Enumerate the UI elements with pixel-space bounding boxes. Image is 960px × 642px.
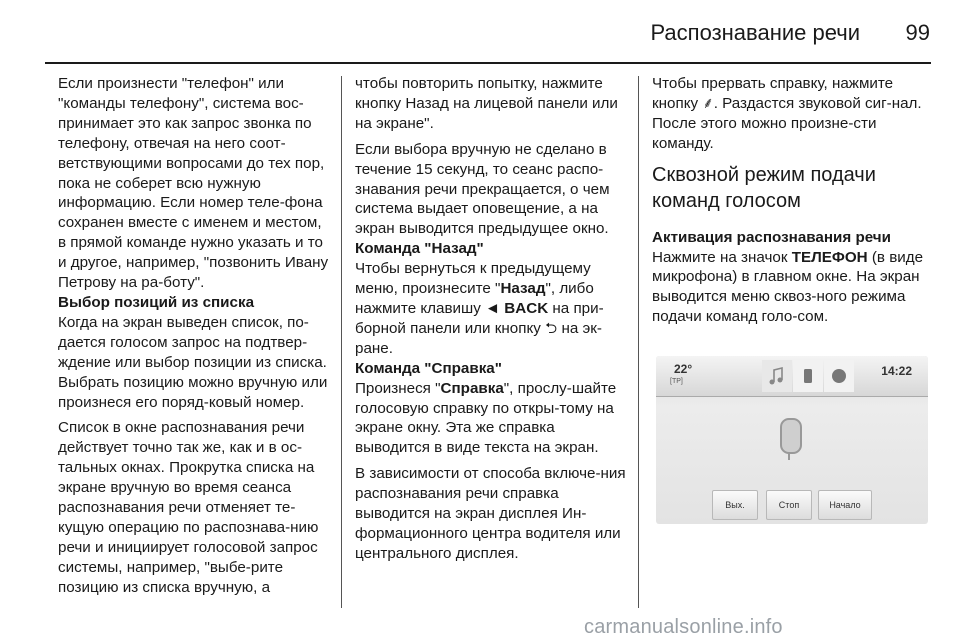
- tp-indicator: [TP]: [670, 378, 683, 385]
- page-title: Распознавание речи: [650, 20, 860, 45]
- subheading-help-command: Команда "Справка": [355, 359, 502, 377]
- stop-button[interactable]: Стоп: [766, 490, 812, 520]
- music-tab-icon: [762, 360, 792, 392]
- text: (в виде микрофона) в главном окне. На экран выводится меню сквоз-ного режима подачи команд голо-сом.: [652, 248, 924, 326]
- screen-status-bar: [656, 356, 928, 397]
- paragraph: Когда на экран выведен список, по-дается голосом запрос на подтвер-ждение или выбор позиции из списка. Выбрать позицию можно вручную или произнеся его поряд-ковый номер.: [58, 313, 328, 411]
- paragraph: Если выбора вручную не сделано в течение 15 секунд, то сеанс распо-знавания речи прекращается, о чем система выдает оповещение, а на экран выводится предыдущее окно.: [355, 140, 610, 238]
- page-number: 99: [905, 20, 930, 45]
- record-icon: [832, 369, 846, 383]
- paragraph: Если произнести "телефон" или "команды телефону", система вос-принимает это как запрос звонка по телефону, отвечая на него соот-ветствующими вопросами до тех пор, пока не соберет всю нужную информацию. Если номер теле-фона сохранен вместе с именем и местом, в прямой команде нужно указать и то и другое, например, "позвонить Ивану Петрову на ра-боту".: [58, 75, 329, 292]
- header-divider: [45, 62, 931, 64]
- temperature-readout: 22°: [674, 362, 693, 376]
- microphone-icon: [780, 418, 802, 454]
- phone-tab-icon: [793, 360, 823, 392]
- microphone-stand: [788, 452, 790, 460]
- text: ", прослу-шайте голосовую справку по откры-тому на экране окну. Эта же справка выводится в виде текста на экран.: [355, 379, 617, 457]
- exit-button[interactable]: Вых.: [712, 490, 758, 520]
- text: Чтобы вернуться к предыдущему меню, произнесите ": [355, 260, 591, 298]
- paragraph-back: [355, 259, 627, 359]
- watermark: carmanualsonline.info: [584, 616, 783, 638]
- keyword: Назад: [500, 280, 546, 298]
- column-divider-2: [638, 76, 639, 608]
- paragraph-help: [355, 379, 627, 459]
- paragraph: В зависимости от способа включе-ния распознавания речи справка выводится на экран дисплея Ин-формационного центра водителя или центрального дисплея.: [355, 465, 626, 562]
- keyword: Справка: [440, 379, 504, 397]
- subheading-activation: Активация распознавания речи: [652, 228, 891, 246]
- paragraph: чтобы повторить попытку, нажмите кнопку Назад на лицевой панели или на экране".: [355, 75, 618, 132]
- start-button[interactable]: Начало: [818, 490, 872, 520]
- keyword: ТЕЛЕФОН: [791, 248, 868, 266]
- text: ", либо нажмите клавишу: [355, 280, 594, 317]
- paragraph: Чтобы прервать справку, нажмите кнопку ⸙. Раздастся звуковой сиг-нал. После этого можно произне-сти команду.: [652, 75, 922, 152]
- paragraph-activation: [652, 248, 924, 328]
- text: на при-борной панели или кнопку ⮌ на эк-ране.: [355, 299, 604, 357]
- column-divider-1: [341, 76, 342, 608]
- subheading-back-command: Команда "Назад": [355, 240, 484, 258]
- column-3: [652, 74, 924, 333]
- text: Нажмите на значок: [652, 248, 792, 266]
- column-1: [58, 74, 330, 604]
- infotainment-screen-illustration: [656, 356, 928, 524]
- column-2: [355, 74, 627, 570]
- subheading-list-selection: Выбор позиций из списка: [58, 293, 255, 311]
- paragraph: Список в окне распознавания речи действует точно так же, как и в ос-тальных окнах. Прокрутка списка на экране вручную во время сеанса распознавания речи отменяет те-кущую операцию по распознава-нию речи и инициирует голосовой запрос системы, например, "выбе-рите позицию из списка вручную, а: [58, 419, 319, 596]
- section-heading: Сквозной режим подачи команд голосом: [652, 163, 876, 212]
- back-key-label: ◄ BACK: [485, 299, 549, 317]
- text: Произнеся ": [355, 379, 441, 397]
- clock: 14:22: [881, 364, 912, 378]
